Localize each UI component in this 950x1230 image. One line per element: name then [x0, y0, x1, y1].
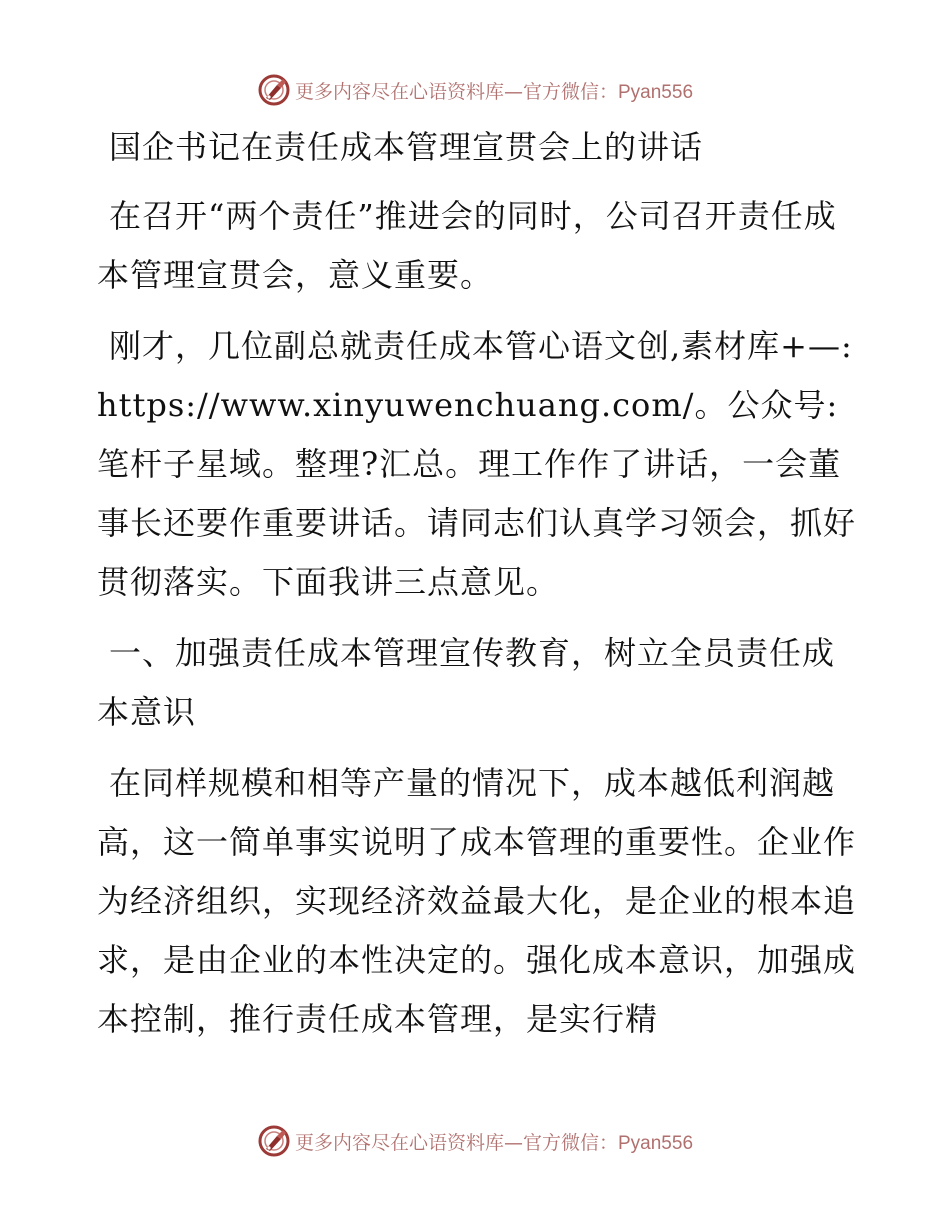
footer-banner — [0, 1121, 950, 1161]
paragraph-intro: 在召开“两个责任”推进会的同时，公司召开责任成本管理宣贯会，意义重要。 — [97, 197, 837, 294]
section-heading-1: 一、加强责任成本管理宣传教育，树立全员责任成本意识 — [97, 634, 836, 731]
document-title: 国企书记在责任成本管理宣贯会上的讲话 — [109, 128, 704, 166]
banner-wechat-id: Pyan556 — [618, 1132, 694, 1154]
header-banner — [0, 70, 950, 110]
banner-wechat-id: Pyan556 — [618, 81, 694, 103]
paragraph-opening: 刚才，几位副总就责任成本管心语文创,素材库+—: https://www.xinyuwenchuang.com/。公众号: 笔杆子星域。整理?汇总。理工作作了讲话，一会董事长还要作重要讲话。请同志们认真学习领会，抓好贯彻落实。下面我讲三点意见。 — [97, 327, 857, 601]
paragraph-section-1: 在同样规模和相等产量的情况下，成本越低利润越高，这一简单事实说明了成本管理的重要性。企业作为经济组织，实现经济效益最大化，是企业的根本追求，是由企业的本性决定的。强化成本意识，加强成本控制，推行责任成本管理，是实行精 — [97, 764, 857, 1038]
pen-nib-logo-icon — [257, 73, 291, 107]
pen-nib-logo-icon — [257, 1124, 291, 1158]
document-body — [97, 118, 857, 1061]
banner-text: 更多内容尽在心语资料库—官方微信：Pyan556 — [294, 1131, 694, 1154]
banner-text: 更多内容尽在心语资料库—官方微信：Pyan556 — [294, 80, 694, 103]
